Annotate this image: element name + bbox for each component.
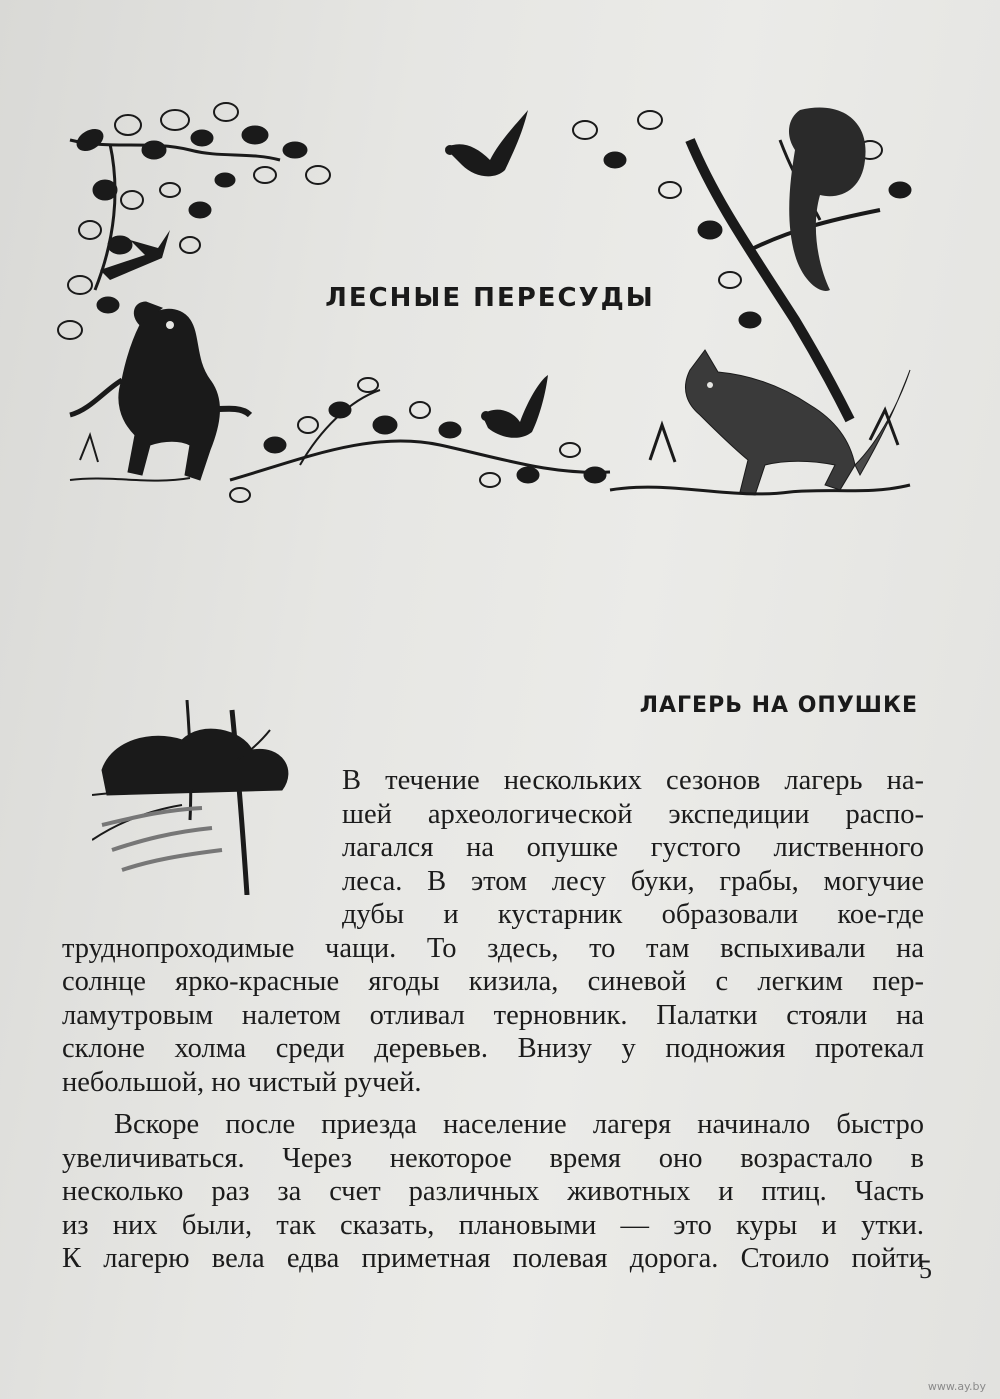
page-number: 5	[919, 1255, 932, 1284]
text-line: ламутровым налетом отливал терновник. Палатки стояли на	[62, 999, 924, 1031]
bird-top-icon	[445, 110, 528, 176]
text-line: К лагерю вела едва приметная полевая дорога. Стоило пойти	[62, 1243, 924, 1274]
squirrel-icon	[789, 107, 866, 291]
watermark: www.ay.by	[927, 1380, 986, 1393]
paragraph-1	[62, 764, 924, 1099]
text-line: небольшой, но чистый ручей.	[62, 1066, 422, 1098]
bottom-foliage	[230, 378, 610, 502]
text-line: увеличиваться. Через некоторое время оно возрастало в	[62, 1142, 924, 1174]
text-line: лагался на опушке густого лиственного	[342, 832, 924, 863]
text-line: из них были, так сказать, плановыми — это куры и утки.	[62, 1209, 924, 1241]
dog-icon	[70, 302, 250, 480]
fox-icon	[685, 350, 910, 495]
body-text	[62, 764, 924, 1276]
text-line: шей археологической экспедиции распо-	[342, 798, 924, 830]
text-line: В течение нескольких сезонов лагерь на-	[342, 765, 924, 796]
text-line: труднопроходимые чащи. То здесь, то там вспыхивали на	[62, 932, 924, 964]
left-ground	[70, 435, 190, 481]
chapter-title: ЛЕСНЫЕ ПЕРЕСУДЫ	[325, 283, 655, 313]
text-line: дубы и кустарник образовали кое-где	[342, 899, 924, 930]
text-line: леса. В этом лесу буки, грабы, могучие	[342, 865, 924, 897]
bird-center-icon	[481, 375, 548, 438]
section-title: ЛАГЕРЬ НА ОПУШКЕ	[639, 693, 918, 718]
text-line: солнце ярко-красные ягоды кизила, синевой с легким пер-	[62, 966, 924, 997]
paragraph-2	[62, 1108, 924, 1276]
text-line: Вскоре после приезда население лагеря начинало быстро	[114, 1109, 924, 1140]
text-line: склоне холма среди деревьев. Внизу у подножия протекал	[62, 1033, 924, 1064]
text-line: несколько раз за счет различных животных и птиц. Часть	[62, 1176, 924, 1207]
